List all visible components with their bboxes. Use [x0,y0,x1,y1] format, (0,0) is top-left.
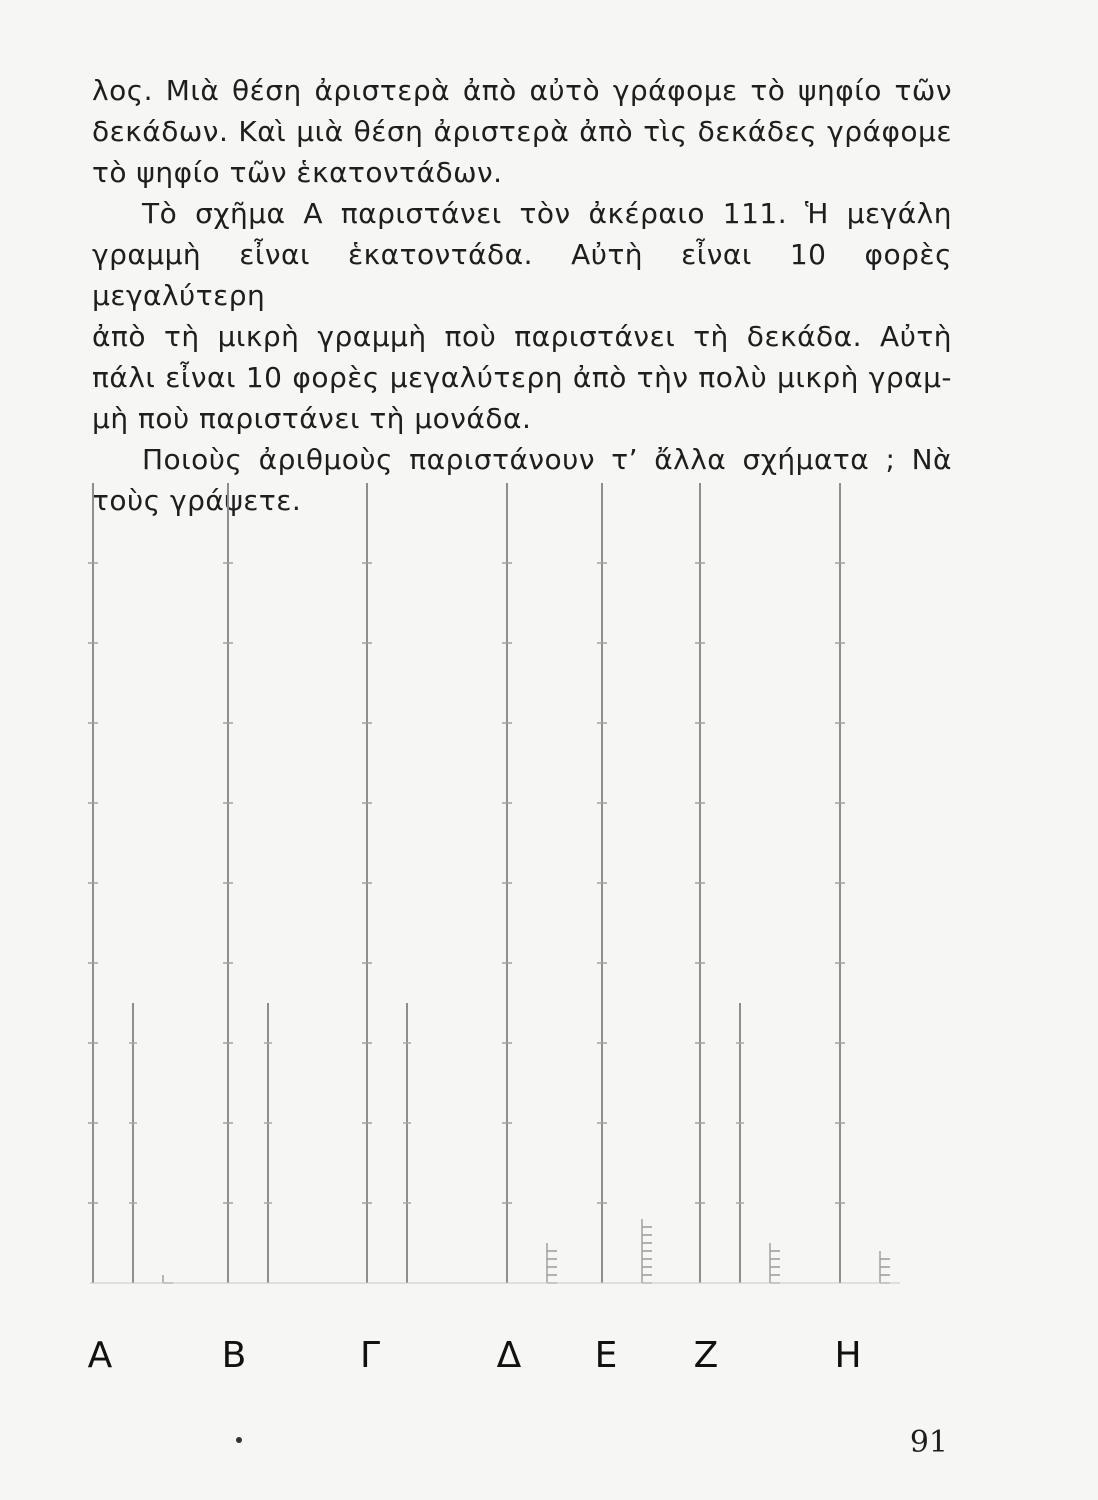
figure-label-g: Γ [359,1335,381,1376]
text-line: λος. Μιὰ θέση ἀριστερὰ ἀπὸ αὐτὸ γράφομε τὸ ψηφίο τῶν [92,74,952,107]
text-line: Τὸ σχῆμα Α παριστάνει τὸν ἀκέραιο 111. Ἡ μεγάλη [142,197,952,230]
text-line: ἀπὸ τὴ μικρὴ γραμμὴ ποὺ παριστάνει τὴ δεκάδα. Αὐτὴ [92,320,952,353]
figure-label-a: Α [87,1335,113,1376]
text-line: γραμμὴ εἶναι ἑκατοντάδα. Αὐτὴ εἶναι 10 φορὲς μεγαλύτερη [92,238,952,312]
page-mark [236,1437,242,1443]
text-line: τοὺς γράψετε. [92,484,302,517]
text-line: πάλι εἶναι 10 φορὲς μεγαλύτερη ἀπὸ τὴν πολὺ μικρὴ γραμ- [92,361,952,394]
figure-label-b: Β [221,1335,247,1376]
figure-label-i: Η [834,1335,862,1376]
text-line: μὴ ποὺ παριστάνει τὴ μονάδα. [92,402,532,435]
figure-label-z: Ζ [693,1335,719,1376]
text-line: Ποιοὺς ἀριθμοὺς παριστάνουν τ’ ἄλλα σχήματα ; Νὰ [142,443,952,476]
text-line: τὸ ψηφίο τῶν ἑκατοντάδων. [92,156,503,189]
figure-label-d: Δ [496,1335,522,1376]
page-number: 91 [909,1425,948,1460]
figure-label-e: Ε [594,1335,618,1376]
text-line: δεκάδων. Καὶ μιὰ θέση ἀριστερὰ ἀπὸ τὶς δεκάδες γράφομε [92,115,952,148]
